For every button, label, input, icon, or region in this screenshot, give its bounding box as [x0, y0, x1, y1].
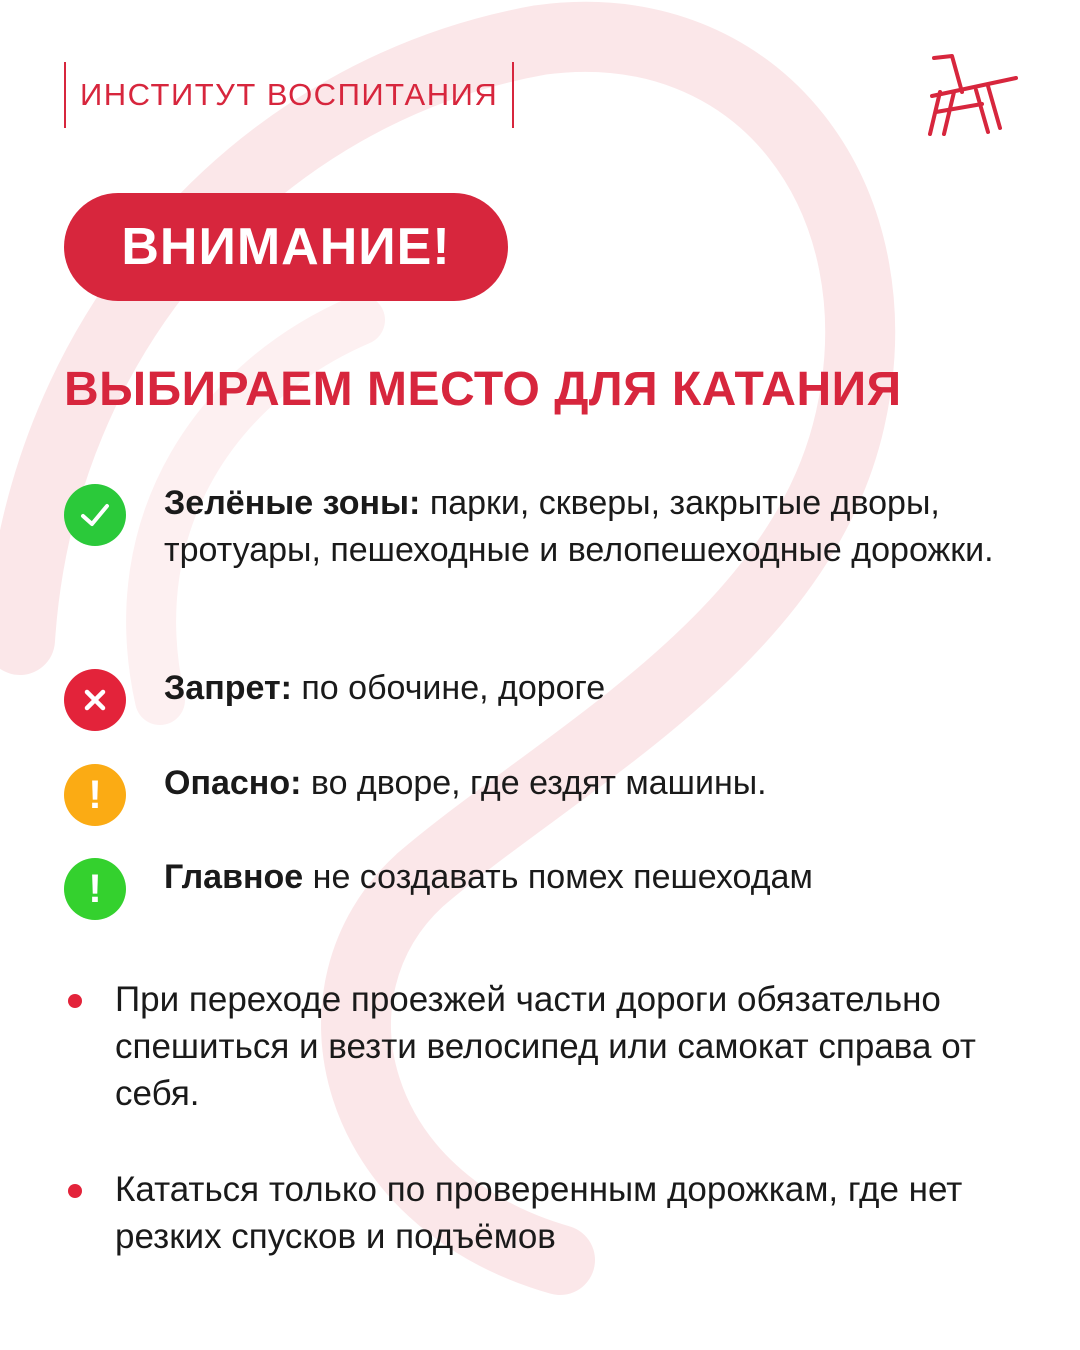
- bullet-dot-icon: [68, 994, 82, 1008]
- attention-badge-label: ВНИМАНИЕ!: [121, 218, 451, 276]
- brand-name-text: ИНСТИТУТ ВОСПИТАНИЯ: [80, 77, 499, 112]
- list-item-title: Запрет:: [164, 669, 292, 707]
- cross-icon: [64, 669, 126, 731]
- bullet-item: [64, 976, 1044, 1117]
- check-icon: [64, 484, 126, 546]
- list-item-text: [164, 854, 1004, 901]
- exclamation-icon: !: [64, 858, 126, 920]
- list-item-main: [64, 854, 1024, 920]
- list-item-forbidden: [64, 665, 1024, 731]
- list-item-body: по обочине, дороге: [291, 669, 606, 707]
- bullet-text: При переходе проезжей части дороги обязательно спешиться и везти велосипед или самокат справа от себя.: [115, 980, 976, 1113]
- list-item-text: [164, 665, 1004, 712]
- exclamation-icon: !: [64, 764, 126, 826]
- page-title: ВЫБИРАЕМ МЕСТО ДЛЯ КАТАНИЯ: [64, 363, 902, 416]
- list-item-dangerous: [64, 760, 1024, 826]
- list-item-body: не создавать помех пешеходам: [303, 858, 813, 896]
- attention-badge: [64, 193, 508, 301]
- list-item-title: Зелёные зоны:: [164, 484, 421, 522]
- bullet-item: [64, 1166, 1044, 1260]
- list-item-text: [164, 760, 1004, 807]
- brand-name: [64, 62, 514, 128]
- list-item-title: Главное: [164, 858, 304, 896]
- chair-logo-icon: [918, 52, 1018, 138]
- bullet-dot-icon: [68, 1184, 82, 1198]
- list-item-green-zones: [64, 480, 1024, 574]
- list-item-title: Опасно:: [164, 764, 302, 802]
- list-item-body: парки, скверы, закрытые дворы, тротуары, пешеходные и велопешеходные дорожки.: [164, 484, 994, 569]
- bullet-text: Кататься только по проверенным дорожкам, где нет резких спусков и подъёмов: [115, 1170, 963, 1256]
- list-item-text: [164, 480, 1004, 574]
- list-item-body: во дворе, где ездят машины.: [301, 764, 767, 802]
